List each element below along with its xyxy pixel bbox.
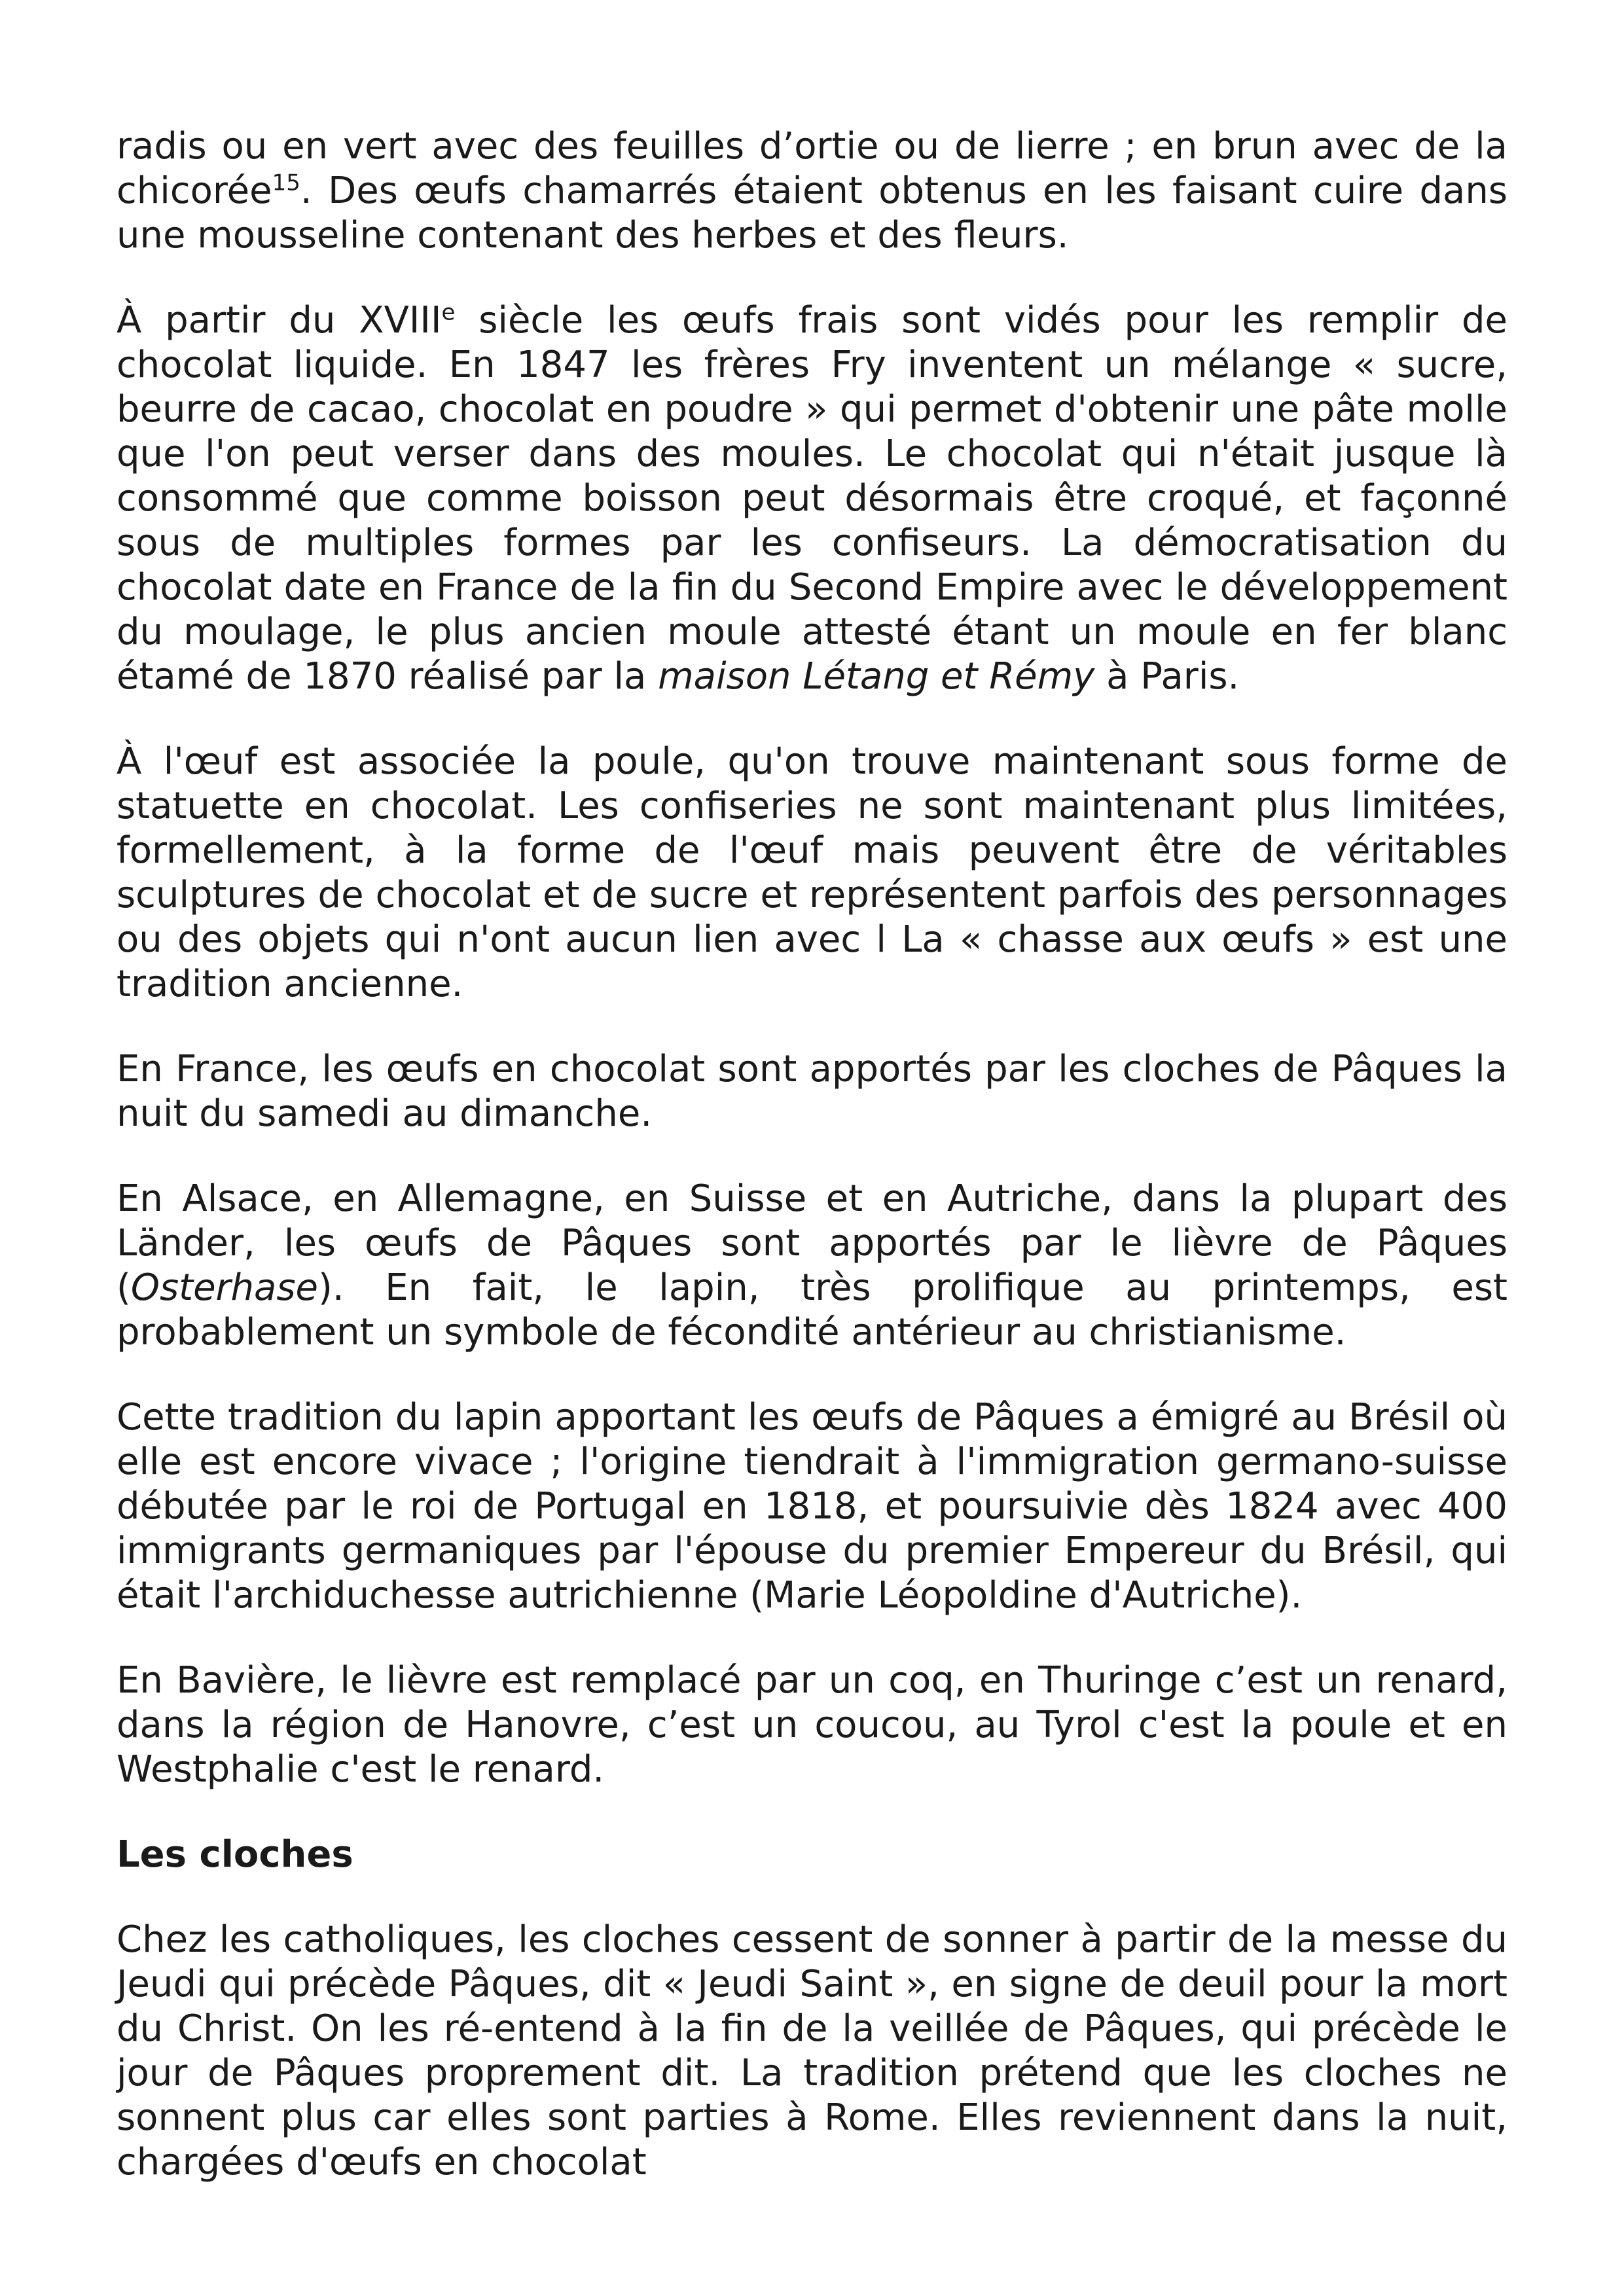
- paragraph-chocolate-text-c: à Paris.: [1094, 655, 1240, 698]
- paragraph-hen: À l'œuf est associée la poule, qu'on trouve maintenant sous forme de statuette en chocolat. Les confiseries ne sont maintenant plus limitées, formellement, à la forme de l'œuf mais peuvent être de véritables sculptures de chocolat et de sucre et représentent parfois des personnages ou des objets qui n'ont aucun lien avec l La « chasse aux œufs » est une tradition ancienne.: [117, 740, 1507, 1005]
- paragraph-chocolate-text-b: siècle les œufs frais sont vidés pour les remplir de chocolat liquide. En 1847 les frères Fry inventent un mélange « sucre, beurre de cacao, chocolat en poudre » qui permet d'obtenir une pâte molle que l'on peut verser dans des moules. Le chocolat qui n'était jusque là consommé que comme boisson peut désormais être croqué, et façonné sous de multiples formes par les confiseurs. La démocratisation du chocolat date en France de la fin du Second Empire avec le développement du moulage, le plus ancien moule attesté étant un moule en fer blanc étamé de 1870 réalisé par la: [117, 299, 1507, 698]
- paragraph-hare-text-b: ). En fait, le lapin, très prolifique au printemps, est probablement un symbole de fécondité antérieur au christianisme.: [117, 1266, 1507, 1354]
- paragraph-chocolate-history: [117, 298, 1507, 699]
- osterhase-term: Osterhase: [130, 1266, 318, 1309]
- paragraph-bells: Chez les catholiques, les cloches cessent de sonner à partir de la messe du Jeudi qui précède Pâques, dit « Jeudi Saint », en signe de deuil pour la mort du Christ. On les ré-entend à la fin de la veillée de Pâques, qui précède le jour de Pâques proprement dit. La tradition prétend que les cloches ne sonnent plus car elles sont parties à Rome. Elles reviennent dans la nuit, chargées d'œufs en chocolat: [117, 1918, 1507, 2183]
- paragraph-hare-text-a: En Alsace, en Allemagne, en Suisse et en Autriche, dans la plupart des Länder, les œufs de Pâques sont apportés par le lièvre de Pâques (: [117, 1177, 1507, 1309]
- section-heading-cloches: Les cloches: [117, 1833, 353, 1876]
- paragraph-easter-hare: [117, 1177, 1507, 1355]
- paragraph-brazil: Cette tradition du lapin apportant les œufs de Pâques a émigré au Brésil où elle est encore vivace ; l'origine tiendrait à l'immigration germano-suisse débutée par le roi de Portugal en 1818, et poursuivie dès 1824 avec 400 immigrants germaniques par l'épouse du premier Empereur du Brésil, qui était l'archiduchesse autrichienne (Marie Léopoldine d'Autriche).: [117, 1396, 1507, 1617]
- century-superscript: e: [441, 299, 456, 326]
- paragraph-france: En France, les œufs en chocolat sont apportés par les cloches de Pâques la nuit du samedi au dimanche.: [117, 1048, 1507, 1135]
- document-page: [117, 124, 1507, 2185]
- footnote-ref-15: 15: [272, 170, 300, 196]
- paragraph-dyes-text-b: . Des œufs chamarrés étaient obtenus en les faisant cuire dans une mousseline contenant des herbes et des fleurs.: [117, 170, 1507, 257]
- paragraph-chocolate-text-a: À partir du XVIII: [117, 299, 442, 342]
- paragraph-dyes: [117, 124, 1507, 258]
- maison-letang-remy: maison Létang et Rémy: [658, 655, 1095, 698]
- paragraph-regional-animals: En Bavière, le lièvre est remplacé par un coq, en Thuringe c’est un renard, dans la région de Hanovre, c’est un coucou, au Tyrol c'est la poule et en Westphalie c'est le renard.: [117, 1659, 1507, 1791]
- paragraph-dyes-text-a: radis ou en vert avec des feuilles d’ortie ou de lierre ; en brun avec de la chicorée: [117, 125, 1507, 212]
